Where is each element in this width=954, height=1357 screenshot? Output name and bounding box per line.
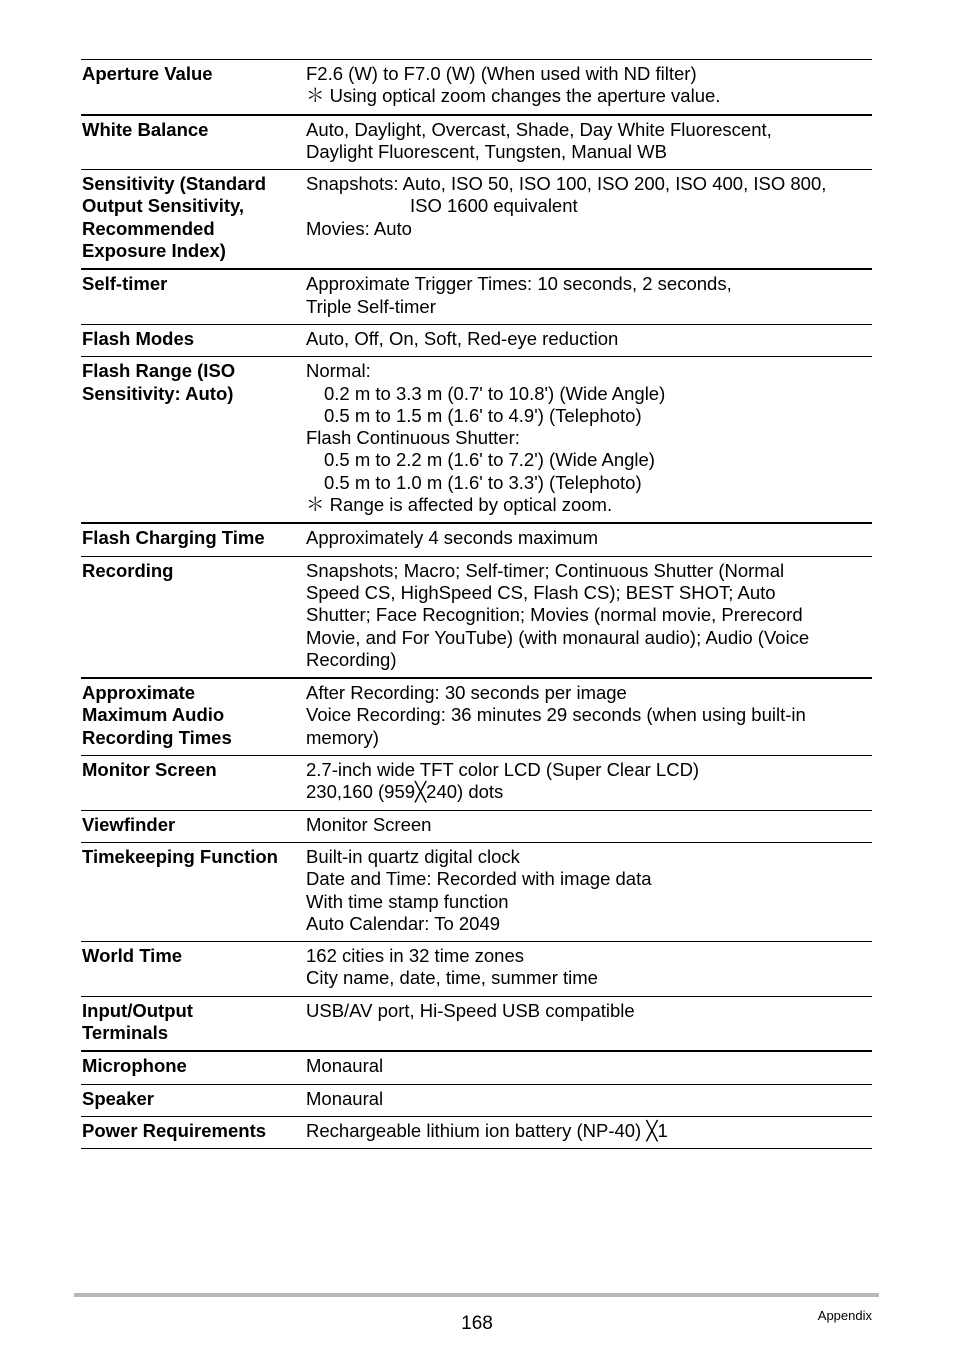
spec-value-line: ＊ Using optical zoom changes the aperture value. bbox=[306, 85, 721, 107]
spec-row bbox=[81, 357, 872, 524]
spec-value-line: 0.2 m to 3.3 m (0.7' to 10.8') (Wide Angle) bbox=[324, 382, 666, 404]
spec-label: Self-timer bbox=[82, 273, 168, 295]
footer-divider bbox=[74, 1293, 879, 1297]
spec-value-line: Auto, Daylight, Overcast, Shade, Day White Fluorescent, bbox=[306, 118, 772, 140]
spec-value bbox=[306, 814, 872, 836]
spec-value-line: Monitor Screen bbox=[306, 813, 432, 835]
spec-value bbox=[306, 1000, 872, 1045]
spec-value-line: ISO 1600 equivalent bbox=[410, 195, 578, 217]
spec-value-line: After Recording: 30 seconds per image bbox=[306, 682, 627, 704]
spec-label: Approximate Maximum Audio Recording Times bbox=[82, 682, 232, 748]
spec-value-line: With time stamp function bbox=[306, 890, 509, 912]
spec-value-line: 0.5 m to 1.5 m (1.6' to 4.9') (Telephoto) bbox=[324, 404, 642, 426]
spec-value bbox=[306, 1120, 872, 1142]
spec-value bbox=[306, 846, 872, 935]
spec-label: Monitor Screen bbox=[82, 759, 217, 781]
spec-row bbox=[81, 1052, 872, 1084]
spec-value-line: Recording) bbox=[306, 648, 397, 670]
spec-value-line: Snapshots: Auto, ISO 50, ISO 100, ISO 200, ISO 400, ISO 800, bbox=[306, 173, 827, 195]
spec-value-line: Movies: Auto bbox=[306, 217, 412, 239]
spec-value-line: Date and Time: Recorded with image data bbox=[306, 868, 652, 890]
spec-value bbox=[306, 1088, 872, 1110]
spec-value-line: City name, date, time, summer time bbox=[306, 967, 598, 989]
spec-value-line: ＊ Range is affected by optical zoom. bbox=[306, 494, 613, 516]
spec-value-line: Speed CS, HighSpeed CS, Flash CS); BEST SHOT; Auto bbox=[306, 581, 776, 603]
spec-value-line: Monaural bbox=[306, 1087, 384, 1109]
spec-label: Aperture Value bbox=[82, 63, 213, 84]
spec-value-line: 162 cities in 32 time zones bbox=[306, 945, 525, 967]
spec-row bbox=[81, 1117, 872, 1149]
spec-label: Sensitivity (Standard Output Sensitivity, Recommended Exposure Index) bbox=[82, 173, 267, 262]
spec-value-line: Approximately 4 seconds maximum bbox=[306, 527, 598, 549]
page-number: 168 bbox=[461, 1313, 493, 1334]
spec-value-line: Approximate Trigger Times: 10 seconds, 2 seconds, bbox=[306, 273, 732, 295]
spec-value-line: memory) bbox=[306, 726, 379, 748]
spec-row bbox=[81, 524, 872, 556]
spec-value-line: Flash Continuous Shutter: bbox=[306, 427, 520, 449]
spec-value bbox=[306, 527, 872, 549]
spec-label: Input/Output Terminals bbox=[82, 999, 193, 1043]
spec-value bbox=[306, 682, 872, 749]
spec-value bbox=[306, 63, 872, 108]
spec-value-line: Daylight Fluorescent, Tungsten, Manual WB bbox=[306, 140, 667, 162]
spec-value-line: Auto Calendar: To 2049 bbox=[306, 912, 501, 934]
spec-value-line: Built-in quartz digital clock bbox=[306, 845, 520, 867]
spec-value-line: Auto, Off, On, Soft, Red-eye reduction bbox=[306, 327, 619, 349]
spec-value-line: Shutter; Face Recognition; Movies (normal movie, Prerecord bbox=[306, 604, 803, 626]
spec-value bbox=[306, 360, 872, 516]
spec-value bbox=[306, 328, 872, 350]
spec-value-line: Triple Self-timer bbox=[306, 295, 436, 317]
spec-value bbox=[306, 1055, 872, 1077]
spec-label: Power Requirements bbox=[82, 1119, 267, 1141]
spec-row bbox=[81, 997, 872, 1053]
spec-value-line: F2.6 (W) to F7.0 (W) (When used with ND filter) bbox=[306, 63, 697, 84]
spec-label: White Balance bbox=[82, 118, 209, 140]
spec-value-line: USB/AV port, Hi-Speed USB compatible bbox=[306, 999, 635, 1021]
spec-value-line: 2.7-inch wide TFT color LCD (Super Clear LCD) bbox=[306, 759, 700, 781]
spec-label: Flash Modes bbox=[82, 327, 195, 349]
spec-value-line: Movie, and For YouTube) (with monaural audio); Audio (Voice bbox=[306, 626, 810, 648]
spec-value-line: Voice Recording: 36 minutes 29 seconds (when using built-in bbox=[306, 704, 806, 726]
spec-value bbox=[306, 945, 872, 990]
spec-row bbox=[81, 270, 872, 325]
spec-value bbox=[306, 759, 872, 804]
spec-row bbox=[81, 1085, 872, 1117]
spec-label: Timekeeping Function bbox=[82, 845, 278, 867]
spec-value bbox=[306, 119, 872, 164]
spec-label: Recording bbox=[82, 559, 174, 581]
spec-row bbox=[81, 756, 872, 811]
spec-value-line: 0.5 m to 2.2 m (1.6' to 7.2') (Wide Angle) bbox=[324, 449, 655, 471]
spec-row bbox=[81, 116, 872, 171]
spec-row bbox=[81, 170, 872, 270]
spec-label: Flash Charging Time bbox=[82, 527, 265, 549]
spec-row bbox=[81, 325, 872, 357]
spec-label: Microphone bbox=[82, 1055, 187, 1077]
spec-value-line: Monaural bbox=[306, 1055, 384, 1077]
spec-label: World Time bbox=[82, 945, 183, 967]
spec-label: Flash Range (ISO Sensitivity: Auto) bbox=[82, 360, 236, 404]
specifications-table bbox=[81, 59, 872, 1149]
spec-value-line: Rechargeable lithium ion battery (NP-40) ╳1 bbox=[306, 1119, 668, 1141]
spec-label: Speaker bbox=[82, 1087, 154, 1109]
spec-row bbox=[81, 679, 872, 756]
spec-value-line: 0.5 m to 1.0 m (1.6' to 3.3') (Telephoto) bbox=[324, 471, 642, 493]
spec-row bbox=[81, 557, 872, 679]
spec-row bbox=[81, 843, 872, 942]
section-name: Appendix bbox=[817, 1308, 872, 1323]
spec-value bbox=[306, 560, 872, 671]
spec-value-line: 230,160 (959╳240) dots bbox=[306, 781, 504, 803]
spec-row bbox=[81, 942, 872, 997]
spec-row bbox=[81, 60, 872, 116]
spec-value bbox=[306, 273, 872, 318]
spec-row bbox=[81, 811, 872, 843]
spec-label: Viewfinder bbox=[82, 813, 176, 835]
spec-value bbox=[306, 173, 872, 262]
spec-value-line: Snapshots; Macro; Self-timer; Continuous Shutter (Normal bbox=[306, 559, 785, 581]
spec-value-line: Normal: bbox=[306, 360, 371, 382]
